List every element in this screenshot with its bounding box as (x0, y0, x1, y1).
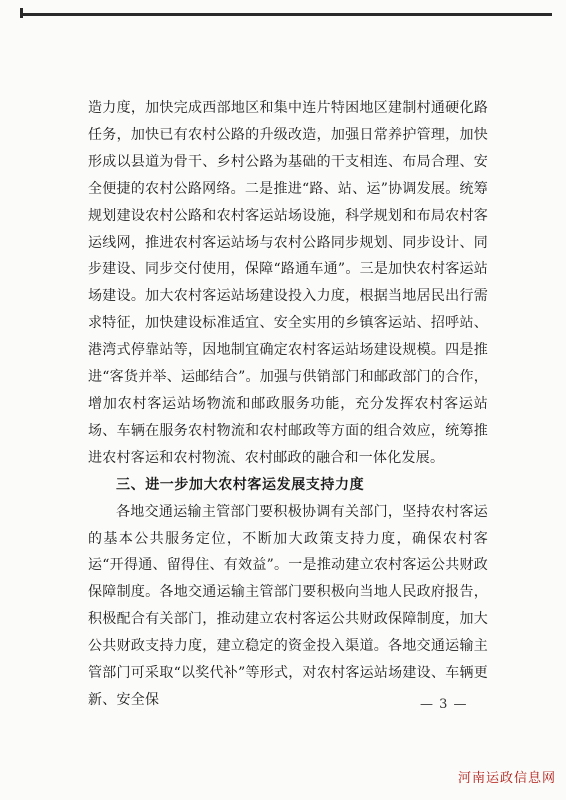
section-heading: 三、进一步加大农村客运发展支持力度 (116, 476, 365, 493)
header-rule-edge (20, 8, 23, 18)
body-text (88, 95, 488, 714)
site-watermark: 河南运政信息网 (457, 771, 556, 786)
paragraph-continuation: 造力度，加快完成西部地区和集中连片特困地区建制村通硬化路任务，加快已有农村公路的升级改造，加强日常养护管理，加快形成以县道为骨干、乡村公路为基础的干支相连、布局合理、安全便捷的农村公路网络。二是推进“路、站、运”协调发展。统筹规划建设农村公路和农村客运站场设施，科学规划和布局农村客运线网，推进农村客运站场与农村公路同步规划、同步设计、同步建设、同步交付使用，保障“路通车通”。三是加快农村客运站场建设。加大农村客运站场建设投入力度，根据当地居民出行需求特征，加快建设标准适宜、安全实用的乡镇客运站、招呼站、港湾式停靠站等，因地制宜确定农村客运站场建设规模。四是推进“客货并举、运邮结合”。加强与供销部门和邮政部门的合作，增加农村客运站场物流和邮政服务功能，充分发挥农村客运站场、车辆在服务农村物流和农村邮政等方面的组合效应，统筹推进农村客运和农村物流、农村邮政的融合和一体化发展。 (88, 100, 488, 466)
header-rule (20, 13, 552, 16)
paragraph-support-policy: 各地交通运输主管部门要积极协调有关部门，坚持农村客运的基本公共服务定位，不断加大政策支持力度，确保农村客运“开得通、留得住、有效益”。一是推动建立农村客运公共财政保障制度。各地交通运输主管部门要积极向当地人民政府报告，积极配合有关部门，推动建立农村客运公共财政保障制度，加大公共财政支持力度，建立稳定的资金投入渠道。各地交通运输主管部门可采取“以奖代补”等形式，对农村客运站场建设、车辆更新、安全保 (88, 503, 488, 708)
page-number: — 3 — (420, 697, 468, 712)
